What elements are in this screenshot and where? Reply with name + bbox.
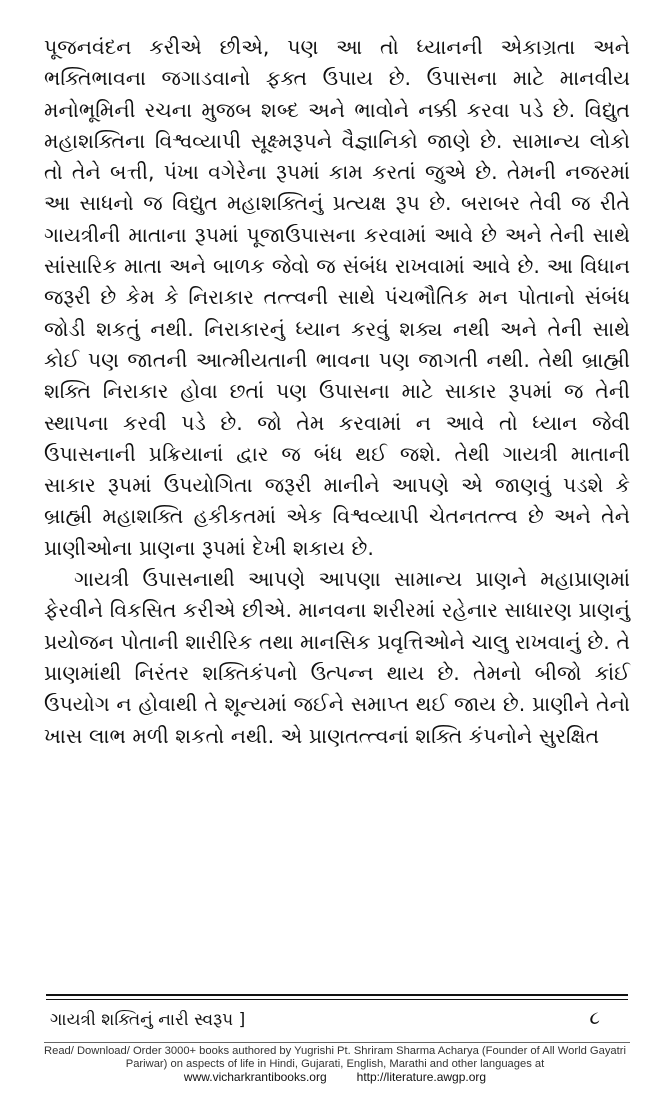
publisher-links: [36, 1071, 634, 1085]
page-body-text: [44, 32, 630, 752]
running-footer-title: ગાયત્રી શક્તિનું નારી સ્વરૂપ ]: [50, 1010, 246, 1030]
awgp-literature-link[interactable]: http://literature.awgp.org: [356, 1070, 487, 1084]
publisher-notice: [36, 1045, 634, 1085]
notice-divider: [44, 1042, 630, 1043]
page-number: ૮: [589, 1007, 600, 1029]
paragraph-1: પૂજનવંદન કરીએ છીએ, પણ આ તો ધ્યાનની એકાગ્રતા અને ભક્તિભાવના જગાડવાનો ફક્ત ઉપાય છે. ઉપાસના માટે માનવીય મનોભૂમિની રચના મુજબ શબ્દ અને ભાવોને નક્કી કરવા પડે છે. વિદ્યુત મહાશક્તિના વિશ્વવ્યાપી સૂક્ષ્મરૂપને વૈજ્ઞાનિકો જાણે છે. સામાન્ય લોકો તો તેને બત્તી, પંખા વગેરેના રૂપમાં કામ કરતાં જુએ છે. તેમની નજરમાં આ સાધનો જ વિદ્યુત મહાશક્તિનું પ્રત્યક્ષ રૂપ છે. બરાબર તેવી જ રીતે ગાયત્રીની માતાના રૂપમાં પૂજાઉપાસના કરવામાં આવે છે અને તેની સાથે સાંસારિક માતા અને બાળક જેવો જ સંબંધ રાખવામાં આવે છે. આ વિધાન જરૂરી છે કેમ કે નિરાકાર તત્ત્વની સાથે પંચભૌતિક મન પોતાનો સંબંધ જોડી શકતું નથી. નિરાકારનું ધ્યાન કરવું શક્ય નથી અને તેની સાથે કોઈ પણ જાતની આત્મીયતાની ભાવના પણ જાગતી નથી. તેથી બ્રાહ્મી શક્તિ નિરાકાર હોવા છતાં પણ ઉપાસના માટે સાકાર રૂપમાં જ તેની સ્થાપના કરવી પડે છે. જો તેમ કરવામાં ન આવે તો ધ્યાન જેવી ઉપાસનાની પ્રક્રિયાનાં દ્વાર જ બંધ થઈ જશે. તેથી ગાયત્રી માતાની સાકાર રૂપમાં ઉપયોગિતા જરૂરી માનીને આપણે એ જાણવું પડશે કે બ્રાહ્મી મહાશક્તિ હકીકતમાં એક વિશ્વવ્યાપી ચેતનતત્ત્વ છે અને તેને પ્રાણીઓના પ્રાણના રૂપમાં દેખી શકાય છે.: [44, 35, 630, 560]
vicharkranti-books-link[interactable]: www.vicharkrantibooks.org: [183, 1070, 327, 1084]
footer-rule-thick: [46, 994, 628, 996]
publisher-notice-text: Read/ Download/ Order 3000+ books authored by Yugrishi Pt. Shriram Sharma Acharya (Founder of All World Gayatri Pariwar) on aspects of life in Hindi, Gujarati, English, Marathi and other languages at: [44, 1045, 626, 1070]
paragraph-2: ગાયત્રી ઉપાસનાથી આપણે આપણા સામાન્ય પ્રાણને મહાપ્રાણમાં ફેરવીને વિકસિત કરીએ છીએ. માનવના શરીરમાં રહેનાર સાધારણ પ્રાણનું પ્રયોજન પોતાની શારીરિક તથા માનસિક પ્રવૃત્તિઓને ચાલુ રાખવાનું છે. તે પ્રાણમાંથી નિરંતર શક્તિકંપનો ઉત્પન્ન થાય છે. તેમનો બીજો કાંઈ ઉપયોગ ન હોવાથી તે શૂન્યમાં જઈને સમાપ્ત થઈ જાય છે. પ્રાણીને તેનો ખાસ લાભ મળી શકતો નથી. એ પ્રાણતત્ત્વનાં શક્તિ કંપનોને સુરક્ષિત: [44, 567, 630, 748]
footer-rule-thin: [46, 999, 628, 1000]
